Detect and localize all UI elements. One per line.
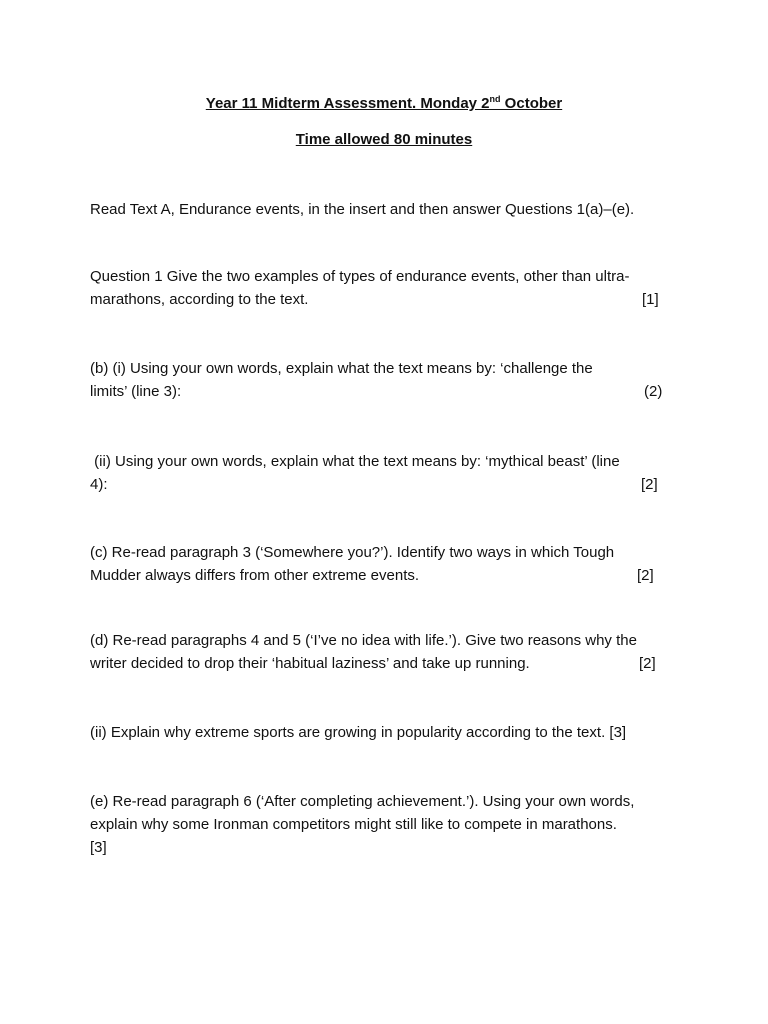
question-1d-ii-line-1: (ii) Explain why extreme sports are growing in popularity according to the text. [3] — [90, 724, 627, 741]
question-1b-ii-text-2: 4): — [90, 476, 108, 493]
question-1d-line-1: (d) Re-read paragraphs 4 and 5 (‘I’ve no idea with life.’). Give two reasons why the — [90, 632, 637, 649]
question-1c-line-1: (c) Re-read paragraph 3 (‘Somewhere you?’). Identify two ways in which Tough — [90, 544, 615, 561]
question-1c-line-2 — [90, 564, 680, 587]
question-1e-line-1: (e) Re-read paragraph 6 (‘After completing achievement.’). Using your own words, — [90, 793, 635, 810]
title-part-1: Year 11 Midterm Assessment. Monday 2 — [205, 95, 490, 112]
question-1-line-2 — [90, 288, 680, 311]
question-1c — [90, 541, 680, 587]
question-1e-line-2: explain why some Ironman competitors might still like to compete in marathons. — [90, 816, 617, 833]
question-1-mark: [1] — [642, 291, 659, 308]
question-1d-text-2: writer decided to drop their ‘habitual laziness’ and take up running. — [90, 655, 530, 672]
title-superscript: nd — [489, 94, 501, 104]
question-1e — [90, 790, 680, 859]
question-1e-line-3: [3] — [90, 839, 107, 856]
question-1c-mark: [2] — [637, 567, 654, 584]
instruction-line: Read Text A, Endurance events, in the insert and then answer Questions 1(a)–(e). — [90, 201, 635, 218]
question-1b-i-line-1: (b) (i) Using your own words, explain what the text means by: ‘challenge the — [90, 360, 593, 377]
question-1b-i-mark: (2) — [644, 383, 663, 400]
question-1b-i-line-2 — [90, 380, 680, 403]
question-1-line-1: Question 1 Give the two examples of types of endurance events, other than ultra- — [90, 268, 630, 285]
question-1b-i — [90, 357, 680, 403]
time-allowed: Time allowed 80 minutes — [295, 131, 473, 148]
question-1b-ii-line-2 — [90, 473, 680, 496]
question-1d-line-2 — [90, 652, 680, 675]
question-1-text-2: marathons, according to the text. — [90, 291, 309, 308]
question-1d — [90, 629, 680, 675]
question-1b-ii-mark: [2] — [641, 476, 658, 493]
question-1 — [90, 265, 680, 311]
question-1d-ii — [90, 721, 680, 744]
question-1b-ii — [90, 450, 680, 496]
question-1b-i-text-2: limits’ (line 3): — [90, 383, 182, 400]
title-part-2: October — [500, 95, 563, 112]
instruction-text — [90, 198, 680, 221]
question-1d-mark: [2] — [639, 655, 656, 672]
assessment-title — [0, 94, 768, 114]
question-1c-text-2: Mudder always differs from other extreme events. — [90, 567, 420, 584]
question-1b-ii-line-1: (ii) Using your own words, explain what the text means by: ‘mythical beast’ (line — [90, 453, 620, 470]
